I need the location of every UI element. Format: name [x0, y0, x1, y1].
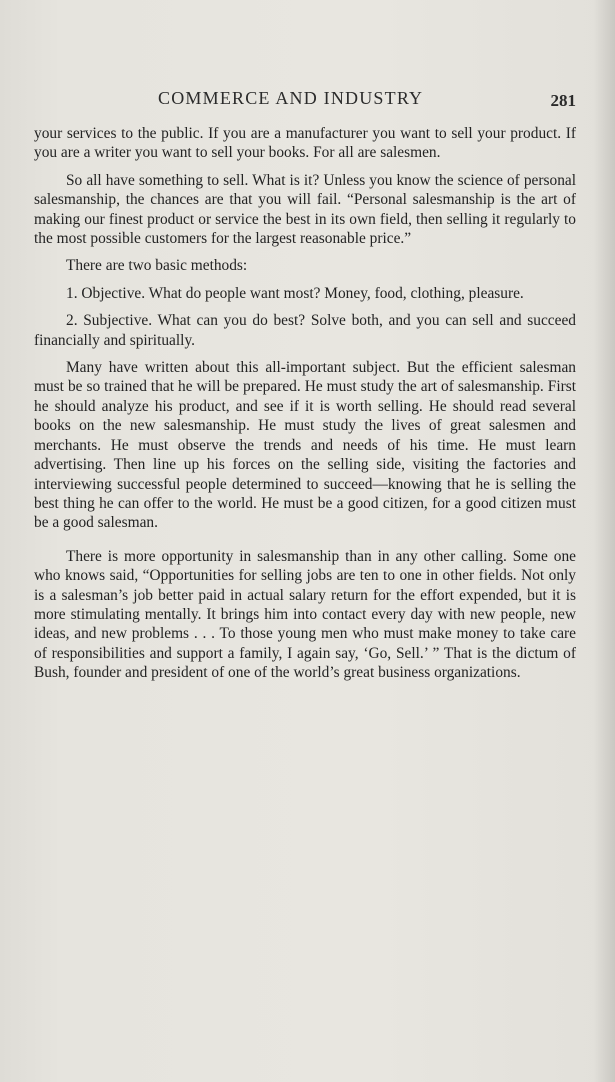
paragraph-opportunity: There is more opportunity in salesmanship than in any other calling. Some one who knows said, “Opportunities for selling jobs are ten to one in other fields. Not only is a salesman’s job better paid in actual salary return for the effort expended, but it is more stimulating mentally. It brings him into contact every day with new people, new ideas, and new problems . . . To those young men who must make money to take care of responsibilities and support a family, I again say, ‘Go, Sell.’ ” That is the dictum of Bush, founder and president of one of the world’s great business organizations. [34, 547, 576, 682]
paragraph-efficient-salesman: Many have written about this all-important subject. But the efficient salesman must be so trained that he will be prepared. He must study the art of salesmanship. First he should analyze his product, and see if it is worth selling. He should read several books on the new salesmanship. He must study the lives of great salesmen and merchants. He must observe the trends and needs of his time. He must learn advertising. Then line up his forces on the selling side, visiting the factories and interviewing successful people determined to succeed—knowing that he is selling the best thing he can offer to the world. He must be a good citizen, for a good citizen must be a good salesman. [34, 359, 576, 532]
page-header [36, 88, 576, 114]
page-edge-shadow [593, 0, 615, 1082]
paragraph-methods-intro: There are two basic methods: [66, 257, 248, 275]
body-text [34, 124, 576, 691]
paragraph-subjective: 2. Subjective. What can you do best? Solve both, and you can sell and succeed financially and spiritually. [34, 312, 576, 349]
running-head: COMMERCE AND INDUSTRY [158, 88, 424, 108]
paragraph-objective: 1. Objective. What do people want most? Money, food, clothing, pleasure. [66, 284, 524, 302]
page-number: 281 [550, 91, 576, 110]
paragraph-continuation: your services to the public. If you are a manufacturer you want to sell your product. If you are a writer you want to sell your books. For all are salesmen. [34, 125, 576, 162]
paragraph-something-to-sell: So all have something to sell. What is it? Unless you know the science of personal salesmanship, the chances are that you will fail. “Personal salesmanship is the art of making our finest product or service the best in its own field, then selling it regularly to the most possible customers for the largest reasonable price.” [34, 171, 576, 248]
